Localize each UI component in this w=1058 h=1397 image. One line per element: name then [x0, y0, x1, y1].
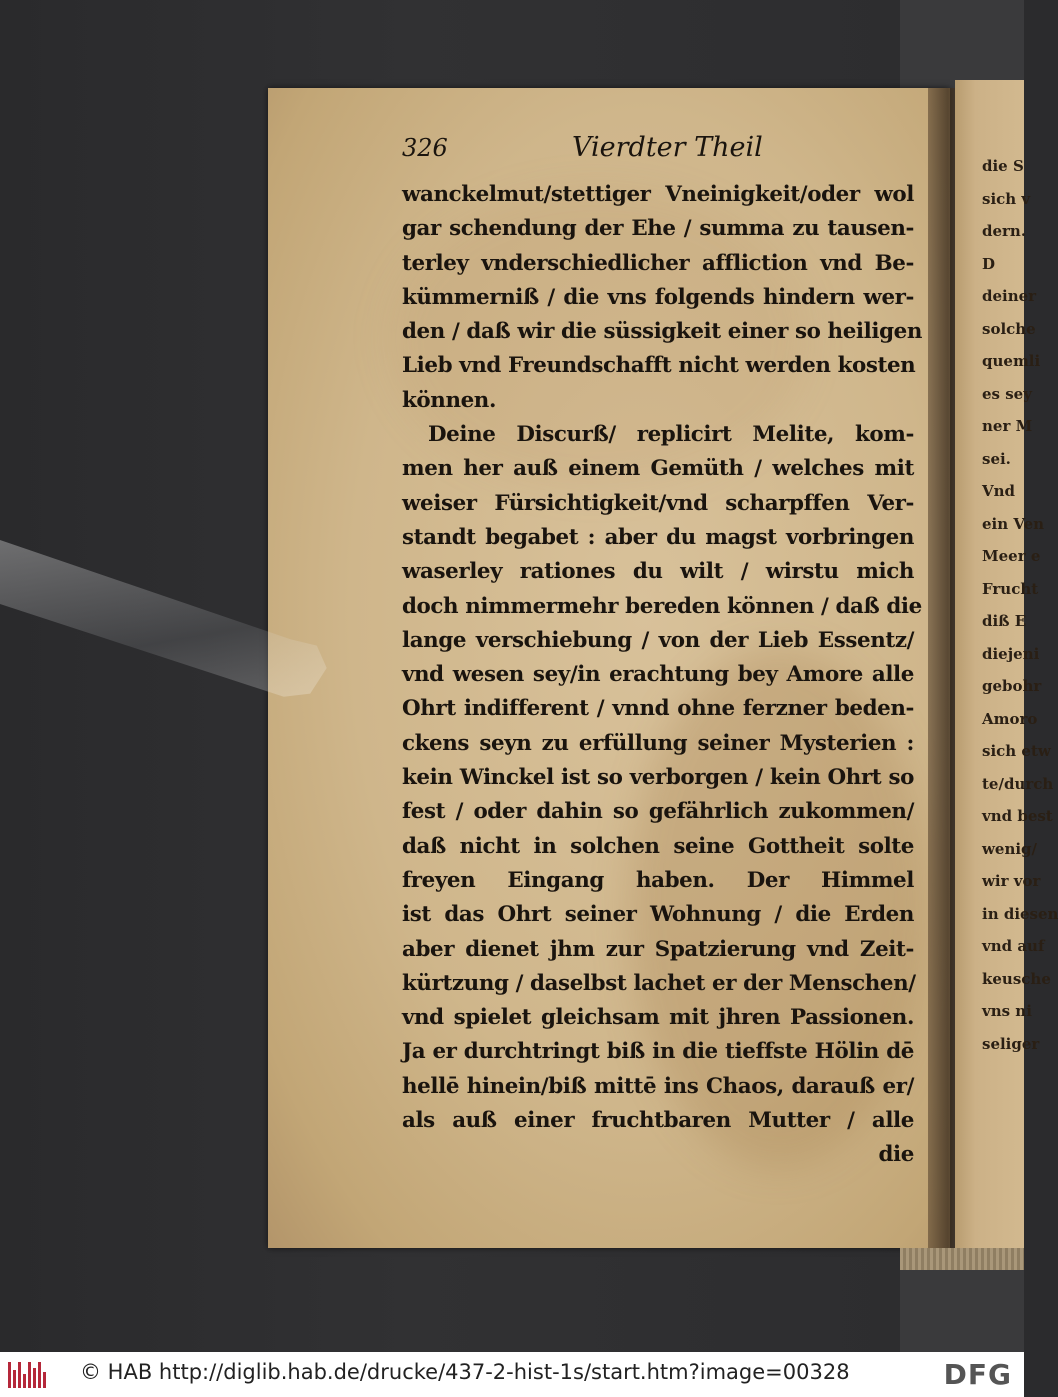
text-line: standt begabet : aber du magst vorbringen — [402, 524, 914, 550]
running-head: Vierdter Theil — [572, 132, 763, 163]
text-line: men her auß einem Gemüth / welches mit — [402, 456, 914, 482]
text-line: vnd spielet gleichsam mit jhren Passionen. — [402, 1005, 914, 1031]
text-line: den / daß wir die süssigkeit einer so heiligen — [402, 319, 923, 345]
text-line: können. — [402, 387, 497, 413]
facing-page-line: ein Ven — [982, 514, 1045, 533]
text-line: lange verschiebung / von der Lieb Essentz/ — [402, 627, 914, 653]
facing-page-line: Frucht — [982, 579, 1039, 598]
text-line: Ohrt indifferent / vnnd ohne ferzner beden- — [402, 696, 914, 722]
facing-page-line: Vnd — [982, 482, 1016, 500]
text-line: Lieb vnd Freundschafft nicht werden kosten — [402, 353, 916, 379]
facing-page-line: dern. — [982, 222, 1027, 240]
facing-page-line: wenig/ — [982, 839, 1038, 858]
facing-page-line: gebohr — [982, 677, 1042, 695]
text-line: waserley rationes du wilt / wirstu mich — [402, 559, 914, 585]
text-line: ckens seyn zu erfüllung seiner Mysterien : — [402, 730, 914, 756]
text-line: wanckelmut/stettiger Vneinigkeit/oder wol — [402, 182, 914, 207]
text-line: hellē hinein/biß mittē ins Chaos, darauß er/ — [402, 1073, 914, 1099]
catchword: die — [878, 1142, 914, 1168]
footer-bar — [0, 1352, 1024, 1397]
facing-page-text — [982, 150, 1058, 1060]
facing-page-line: es sey — [982, 384, 1032, 403]
facing-page-line: Meer e — [982, 547, 1041, 565]
text-line: doch nimmermehr bereden können / daß die — [402, 593, 922, 619]
facing-page-line: diß E — [982, 612, 1027, 630]
facing-page-line: seliger — [982, 1034, 1040, 1053]
text-line: daß nicht in solchen seine Gottheit solte — [402, 833, 914, 859]
facing-page-line: Amoro — [982, 709, 1038, 728]
text-line: fest / oder dahin so gefährlich zukommen/ — [402, 799, 914, 825]
text-line: gar schendung der Ehe / summa zu tausen- — [402, 216, 914, 242]
text-line: kürtzung / daselbst lachet er der Menschen/ — [402, 970, 916, 996]
book-spine-edge — [900, 1248, 1024, 1270]
text-line: vnd wesen sey/in erachtung bey Amore alle — [402, 662, 914, 688]
text-line: freyen Eingang haben. Der Himmel — [402, 867, 914, 893]
text-line: terley vnderschiedlicher affliction vnd Be- — [402, 250, 914, 276]
page-number: 326 — [402, 134, 448, 162]
text-lines — [402, 178, 923, 1138]
text-line: Deine Discurß/ replicirt Melite, kom- — [428, 422, 914, 448]
text-line: als auß einer fruchtbaren Mutter / alle — [402, 1108, 914, 1134]
facing-page-line: solche — [982, 319, 1036, 338]
facing-page-line: vnd best — [982, 807, 1053, 825]
text-line: kein Winckel ist so verborgen / kein Ohrt so — [402, 765, 914, 791]
facing-page-line: sich etw — [982, 742, 1051, 760]
facing-page-line: die S — [982, 157, 1024, 175]
facing-page-line: wir vor — [982, 872, 1041, 890]
facing-page-line: sei. — [982, 449, 1011, 468]
text-line: kümmerniß / die vns folgends hindern wer- — [402, 284, 914, 310]
dfg-logo: DFG — [943, 1358, 1012, 1391]
facing-page-line: D — [982, 254, 996, 273]
copyright-url[interactable]: © HAB http://diglib.hab.de/drucke/437-2-hist-1s/start.htm?image=00328 — [80, 1360, 850, 1384]
page-header — [402, 132, 914, 178]
page-text-block — [402, 132, 923, 1173]
facing-page-line: te/durch — [982, 774, 1054, 793]
facing-page-line: in diesen — [982, 904, 1058, 923]
facing-page-line: vns ni — [982, 1002, 1032, 1020]
facing-page-line: sich v — [982, 189, 1031, 208]
text-line: ist das Ohrt seiner Wohnung / die Erden — [402, 902, 914, 928]
facing-page-line: keusche — [982, 969, 1051, 988]
text-line: aber dienet jhm zur Spatzierung vnd Zeit- — [402, 936, 914, 962]
hab-barcode-logo-icon — [8, 1362, 46, 1388]
text-line: Ja er durchtringt biß in die tieffste Hölin dē — [402, 1039, 914, 1065]
facing-page-line: deiner — [982, 287, 1037, 305]
facing-page-line: ner M — [982, 417, 1033, 435]
facing-page-line: vnd auf — [982, 937, 1045, 955]
facing-page-line: quemli — [982, 352, 1041, 370]
text-line: weiser Fürsichtigkeit/vnd scharpffen Ver- — [402, 490, 914, 516]
facing-page-line: diejeni — [982, 644, 1040, 663]
